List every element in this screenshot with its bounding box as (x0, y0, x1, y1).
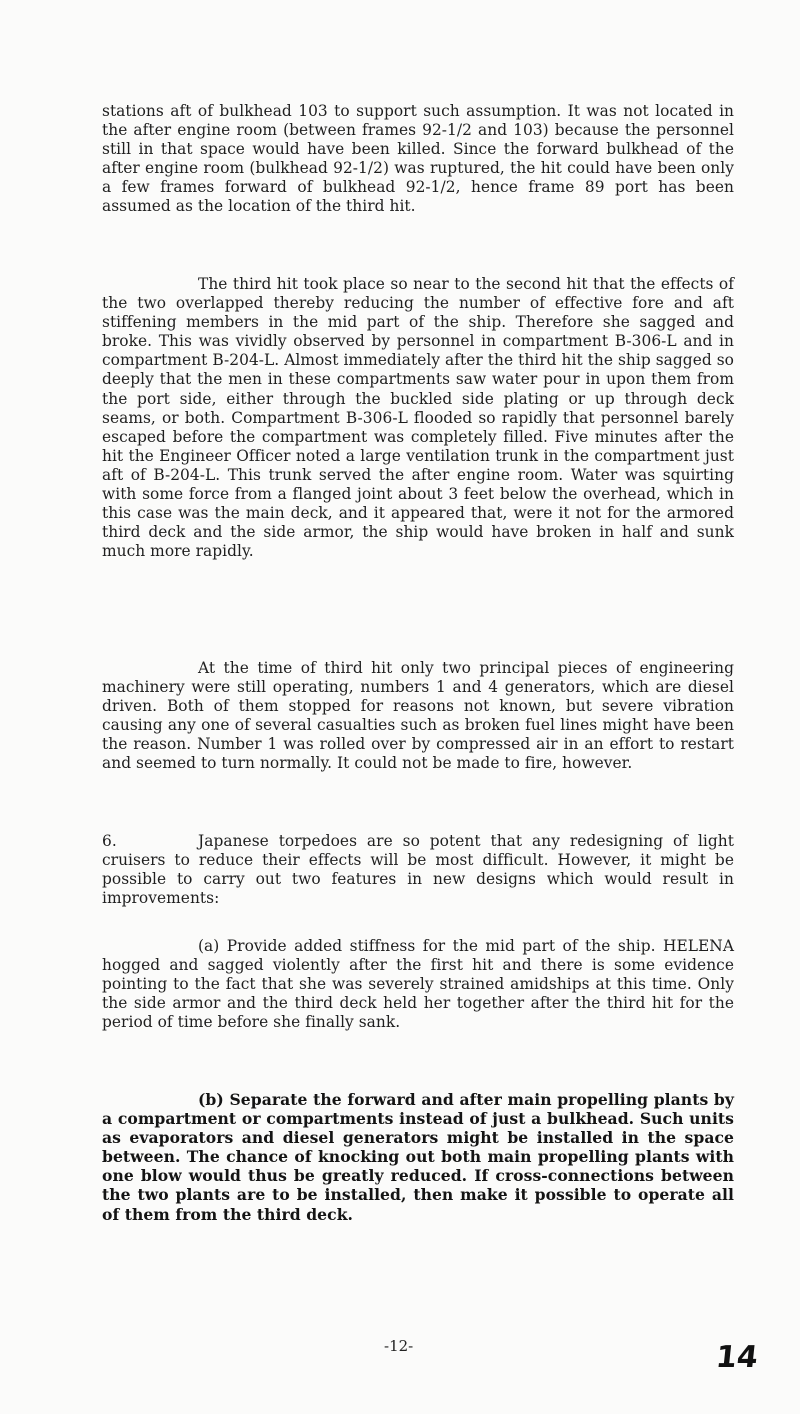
paragraph-text: (a) Provide added stiffness for the mid part of the ship. HELENA hogged and sagged violently after the first hit and there is some evidence pointing to the fact that she was severely strained amidships at this time. Only the side armor and the third deck held her together after the third hit for the period of time before she finally sank. (102, 937, 734, 1032)
paragraph-item-a (102, 937, 734, 1032)
paragraph-text: The third hit took place so near to the second hit that the effects of the two overlapped thereby reducing the number of effective fore and aft stiffening members in the mid part of the ship. Therefore she sagged and broke. This was vividly observed by personnel in compartment B-306-L and in compartment B-204-L. Almost immediately after the third hit the ship sagged so deeply that the men in these compartments saw water pour in upon them from the port side, either through the buckled side plating or up through deck seams, or both. Compartment B-306-L flooded so rapidly that personnel barely escaped before the compartment was completely filled. Five minutes after the hit the Engineer Officer noted a large ventilation trunk in the compartment just aft of B-204-L. This trunk served the after engine room. Water was squirting with some force from a flanged joint about 3 feet below the overhead, which in this case was the main deck, and it appeared that, were it not for the armored third deck and the side armor, the ship would have broken in half and sunk much more rapidly. (102, 275, 734, 561)
paragraph-text: stations aft of bulkhead 103 to support such assumption. It was not located in the after engine room (between frames 92-1/2 and 103) because the personnel still in that space would have been killed. Since the forward bulkhead of the after engine room (bulkhead 92-1/2) was ruptured, the hit could have been only a few frames forward of bulkhead 92-1/2, hence frame 89 port has been assumed as the location of the third hit. (102, 102, 734, 216)
paragraph-text: (b) Separate the forward and after main propelling plants by a compartment or compartments instead of just a bulkhead. Such units as evaporators and diesel generators might be installed in the space between. The chance of knocking out both main propelling plants with one blow would thus be greatly reduced. If cross-connections between the two plants are to be installed, then make it possible to operate all of them from the third deck. (102, 1090, 734, 1224)
page-number: -12- (384, 1337, 414, 1355)
paragraph-text: At the time of third hit only two principal pieces of engineering machinery were still operating, numbers 1 and 4 generators, which are diesel driven. Both of them stopped for reasons not known, but severe vibration causing any one of several casualties such as broken fuel lines might have been the reason. Number 1 was rolled over by compressed air in an effort to restart and seemed to turn normally. It could not be made to fire, however. (102, 659, 734, 773)
paragraph-continuation (102, 102, 734, 217)
handwritten-page-number: 14 (714, 1340, 760, 1375)
paragraph-item-b (102, 1090, 734, 1224)
paragraph-section-6 (102, 832, 734, 908)
section-number: 6. (102, 832, 117, 850)
paragraph-text: Japanese torpedoes are so potent that any redesigning of light cruisers to reduce their effects will be most difficult. However, it might be possible to carry out two features in new designs which would result in improvements: (102, 832, 734, 908)
paragraph-machinery (102, 659, 734, 774)
paragraph-third-hit (102, 275, 734, 561)
